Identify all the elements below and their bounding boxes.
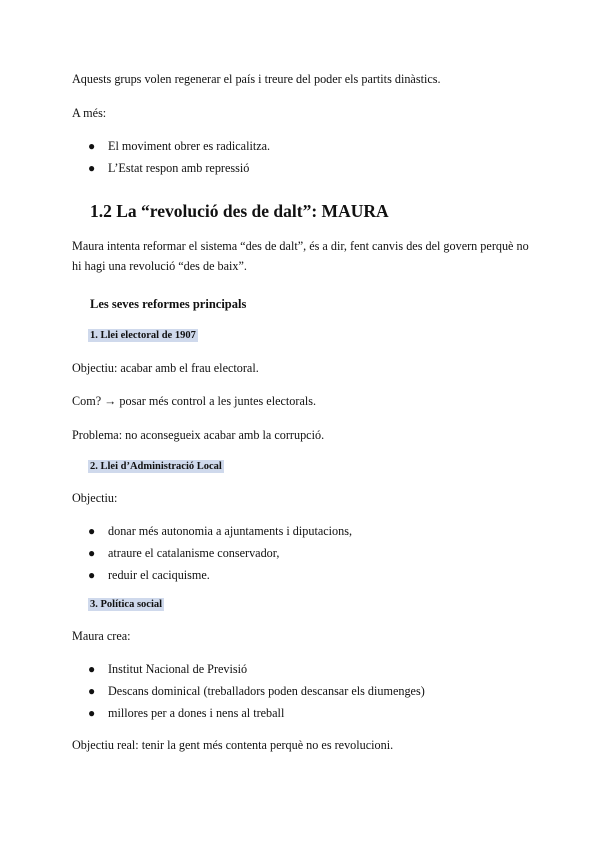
list-item: ● millores per a dones i nens al treball: [88, 706, 285, 720]
intro-a-mes: A més:: [72, 106, 107, 120]
list-item: ● atraure el catalanisme conservador,: [88, 546, 280, 560]
bullet-icon: ●: [88, 524, 96, 538]
reform-3-title-text: 3. Política social: [90, 599, 163, 610]
section-heading: 1.2 La “revolució des de dalt”: MAURA: [90, 201, 389, 221]
reform-3-real-objective: Objectiu real: tenir la gent més contenta perquè no es revolucioni.: [72, 738, 394, 752]
bullet-icon: ●: [88, 161, 96, 175]
reform-2-objective: Objectiu:: [72, 491, 118, 505]
list-item: ● El moviment obrer es radicalitza.: [88, 139, 271, 153]
bullet-icon: ●: [88, 139, 96, 153]
bullet-icon: ●: [88, 546, 96, 560]
bullet-icon: ●: [88, 662, 96, 676]
bullet-icon: ●: [88, 684, 96, 698]
list-item: ● reduir el caciquisme.: [88, 568, 210, 582]
bullet-icon: ●: [88, 568, 96, 582]
bullet-icon: ●: [88, 706, 96, 720]
list-item: ● Institut Nacional de Previsió: [88, 662, 248, 676]
reform-3-bullet-list: [72, 662, 425, 728]
reform-2-title-text: 2. Llei d’Administració Local: [90, 461, 222, 472]
list-item: ● Descans dominical (treballadors poden descansar els diumenges): [88, 684, 425, 698]
list-item: ● L’Estat respon amb repressió: [88, 161, 250, 175]
list-item: ● donar més autonomia a ajuntaments i diputacions,: [88, 524, 353, 538]
section-paragraph: Maura intenta reformar el sistema “des de dalt”, és a dir, fent canvis des del govern perquè no hi hagi una revolució “des de baix”.: [72, 239, 529, 273]
reform-3-intro: Maura crea:: [72, 629, 131, 643]
intro-line: Aquests grups volen regenerar el país i treure del poder els partits dinàstics.: [72, 72, 441, 86]
reform-1-problem: Problema: no aconsegueix acabar amb la corrupció.: [72, 428, 325, 442]
intro-bullet-list: [72, 139, 270, 183]
reform-2-title: [88, 460, 224, 474]
reform-1-title: [88, 329, 198, 343]
reform-1-objective: Objectiu: acabar amb el frau electoral.: [72, 361, 259, 375]
reform-3-title: [88, 598, 164, 612]
reform-1-how: Com? → posar més control a les juntes electorals.: [72, 394, 317, 408]
reforms-subheading: Les seves reformes principals: [90, 297, 247, 311]
reform-1-title-text: 1. Llei electoral de 1907: [90, 330, 196, 341]
reform-2-bullet-list: [72, 524, 352, 590]
